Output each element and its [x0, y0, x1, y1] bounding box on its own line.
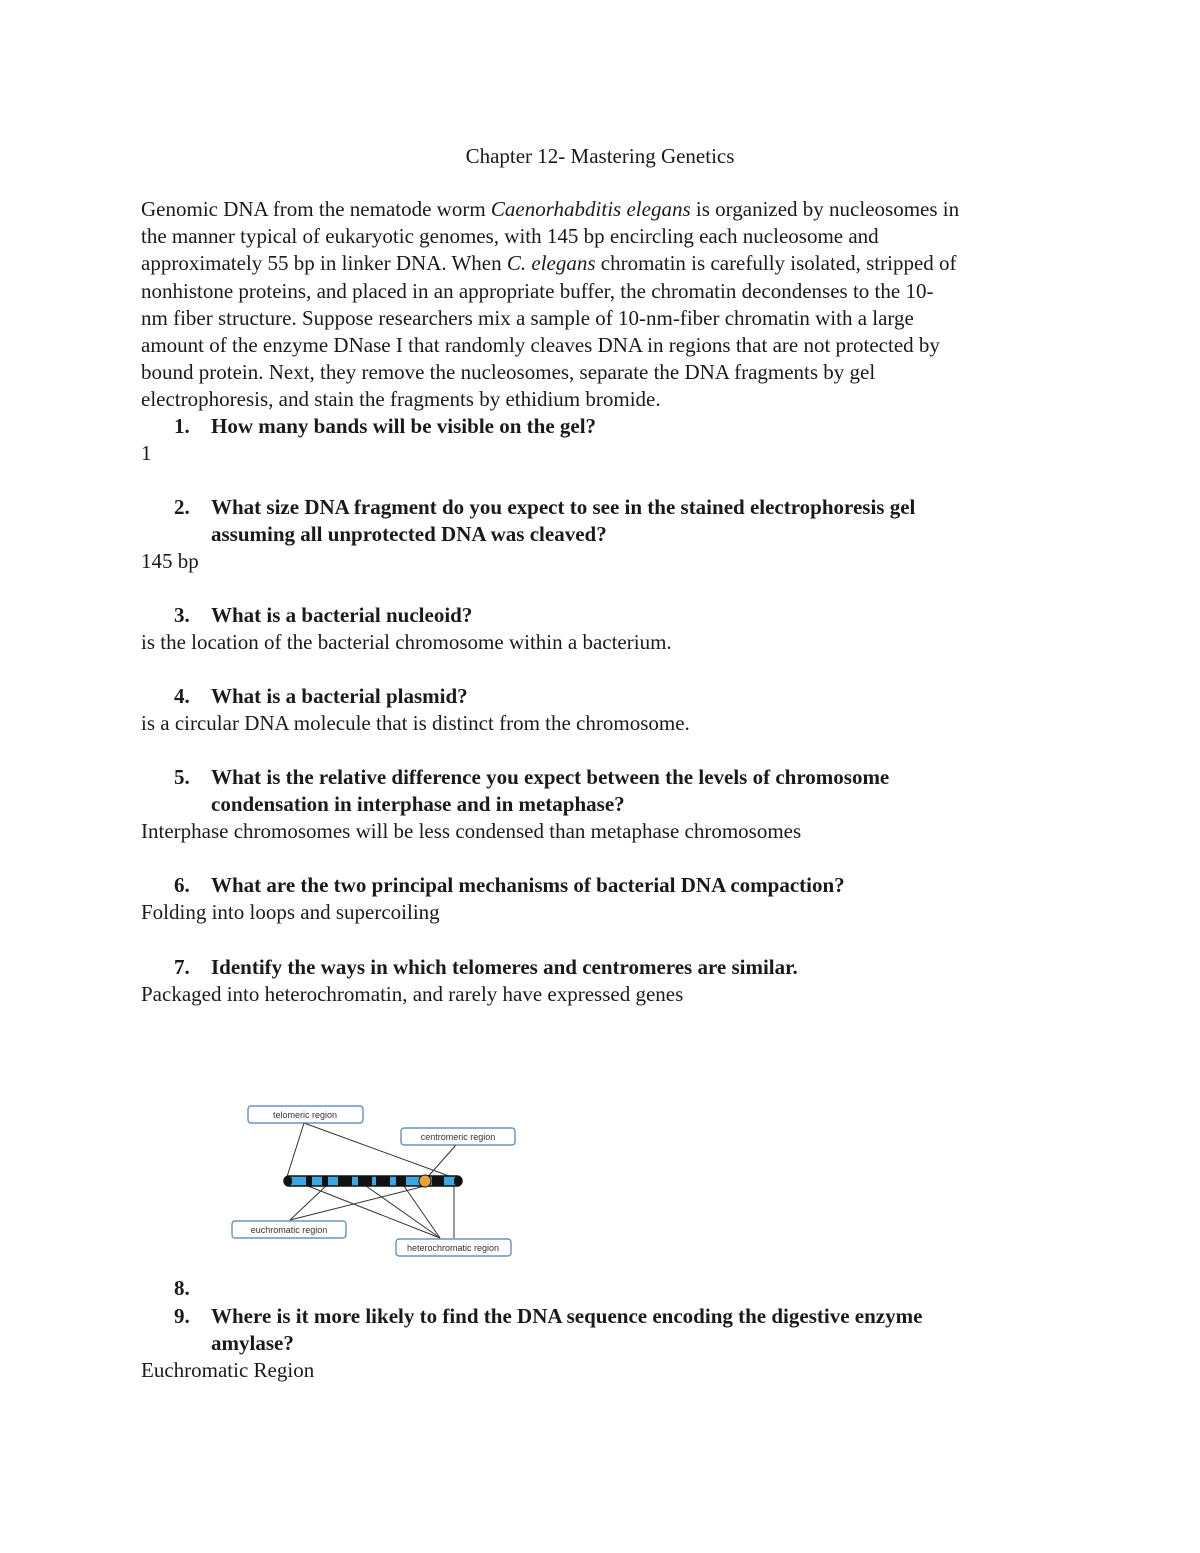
chromosome-band — [432, 1176, 444, 1186]
question-line: assuming all unprotected DNA was cleaved? — [211, 522, 607, 547]
chromosome-band — [322, 1176, 328, 1186]
intro-line: nonhistone proteins, and placed in an appropriate buffer, the chromatin decondenses to the 10- — [141, 278, 934, 303]
question-number: 7. — [174, 955, 190, 979]
question-line: What are the two principal mechanisms of bacterial DNA compaction? — [211, 873, 845, 897]
intro-line: nm fiber structure. Suppose researchers mix a sample of 10-nm-fiber chromatin with a large — [141, 305, 914, 330]
answer-7: Packaged into heterochromatin, and rarely have expressed genes — [141, 982, 684, 1006]
question-line: condensation in interphase and in metaphase? — [211, 792, 625, 817]
label-telomeric — [248, 1106, 363, 1123]
answer-3: is the location of the bacterial chromosome within a bacterium. — [141, 630, 672, 654]
answer-5: Interphase chromosomes will be less condensed than metaphase chromosomes — [141, 819, 802, 843]
connector-line — [425, 1145, 456, 1180]
species-name: Caenorhabditis elegans — [490, 197, 691, 221]
label-text: telomeric region — [272, 1110, 338, 1120]
label-centromeric — [401, 1128, 515, 1145]
label-text: centromeric region — [420, 1132, 496, 1142]
question-text — [211, 413, 1031, 440]
chromosome-band — [376, 1176, 390, 1186]
species-name: C. elegans — [506, 251, 596, 276]
question-number: 9. — [174, 1304, 190, 1328]
chromosome-diagram-svg — [226, 1100, 526, 1264]
question-number: 5. — [174, 765, 190, 789]
answer-1: 1 — [141, 441, 152, 465]
connector-line — [404, 1186, 440, 1238]
question-text — [211, 602, 1031, 629]
intro-line: electrophoresis, and stain the fragments by ethidium bromide. — [141, 387, 661, 412]
answer-6: Folding into loops and supercoiling — [141, 900, 440, 924]
label-heterochromatic — [396, 1239, 511, 1256]
intro-text: is organized by nucleosomes in — [690, 197, 960, 221]
question-number: 4. — [174, 684, 190, 708]
chromosome-band — [358, 1176, 372, 1186]
intro-line: the manner typical of eukaryotic genomes, with 145 bp encircling each nucleosome and — [141, 224, 879, 249]
question-line: amylase? — [211, 1331, 294, 1356]
question-text — [211, 872, 1031, 899]
chromosome-band — [396, 1176, 406, 1186]
chromosome — [284, 1175, 462, 1187]
intro-paragraph — [141, 196, 1071, 414]
question-text — [211, 1303, 1031, 1357]
question-line: What is a bacterial nucleoid? — [211, 603, 473, 627]
question-text — [211, 683, 1031, 710]
answer-9: Euchromatic Region — [141, 1358, 315, 1382]
intro-line: bound protein. Next, they remove the nucleosomes, separate the DNA fragments by gel — [141, 360, 876, 385]
question-number: 3. — [174, 603, 190, 627]
question-text — [211, 954, 1031, 981]
centromere — [419, 1175, 431, 1187]
question-number: 2. — [174, 495, 190, 519]
intro-text: chromatin is carefully isolated, stripped of — [595, 251, 957, 276]
chromosome-diagram — [226, 1100, 526, 1264]
chromosome-band — [284, 1176, 292, 1186]
question-line: What size DNA fragment do you expect to see in the stained electrophoresis gel — [211, 495, 916, 519]
connector-line — [290, 1186, 425, 1220]
page-title: Chapter 12- Mastering Genetics — [465, 144, 735, 168]
intro-line: amount of the enzyme DNase I that randomly cleaves DNA in regions that are not protected by — [141, 333, 940, 358]
answer-4: is a circular DNA molecule that is distinct from the chromosome. — [141, 711, 690, 735]
chromosome-band — [338, 1176, 352, 1186]
question-line: Where is it more likely to find the DNA sequence encoding the digestive enzyme — [211, 1304, 923, 1328]
label-text: heterochromatic region — [406, 1243, 500, 1253]
intro-line — [141, 196, 1071, 223]
question-number: 8. — [174, 1276, 190, 1300]
question-text — [211, 764, 1031, 818]
question-number: 6. — [174, 873, 190, 897]
label-text: euchromatic region — [250, 1225, 328, 1235]
chromosome-band — [454, 1176, 462, 1186]
question-line: What is the relative difference you expect between the levels of chromosome — [211, 765, 890, 789]
question-number: 1. — [174, 414, 190, 438]
intro-line — [141, 250, 1071, 277]
answer-2: 145 bp — [141, 549, 199, 573]
intro-text: Genomic DNA from the nematode worm — [141, 197, 491, 221]
question-text — [211, 494, 1031, 548]
chromosome-band — [306, 1176, 312, 1186]
question-line: How many bands will be visible on the gel? — [211, 414, 597, 438]
question-line: What is a bacterial plasmid? — [211, 684, 468, 708]
connector-line — [366, 1186, 440, 1238]
label-euchromatic — [232, 1221, 346, 1238]
question-line: Identify the ways in which telomeres and centromeres are similar. — [211, 955, 798, 979]
connector-line — [286, 1123, 304, 1180]
intro-text: approximately 55 bp in linker DNA. When — [141, 251, 507, 276]
